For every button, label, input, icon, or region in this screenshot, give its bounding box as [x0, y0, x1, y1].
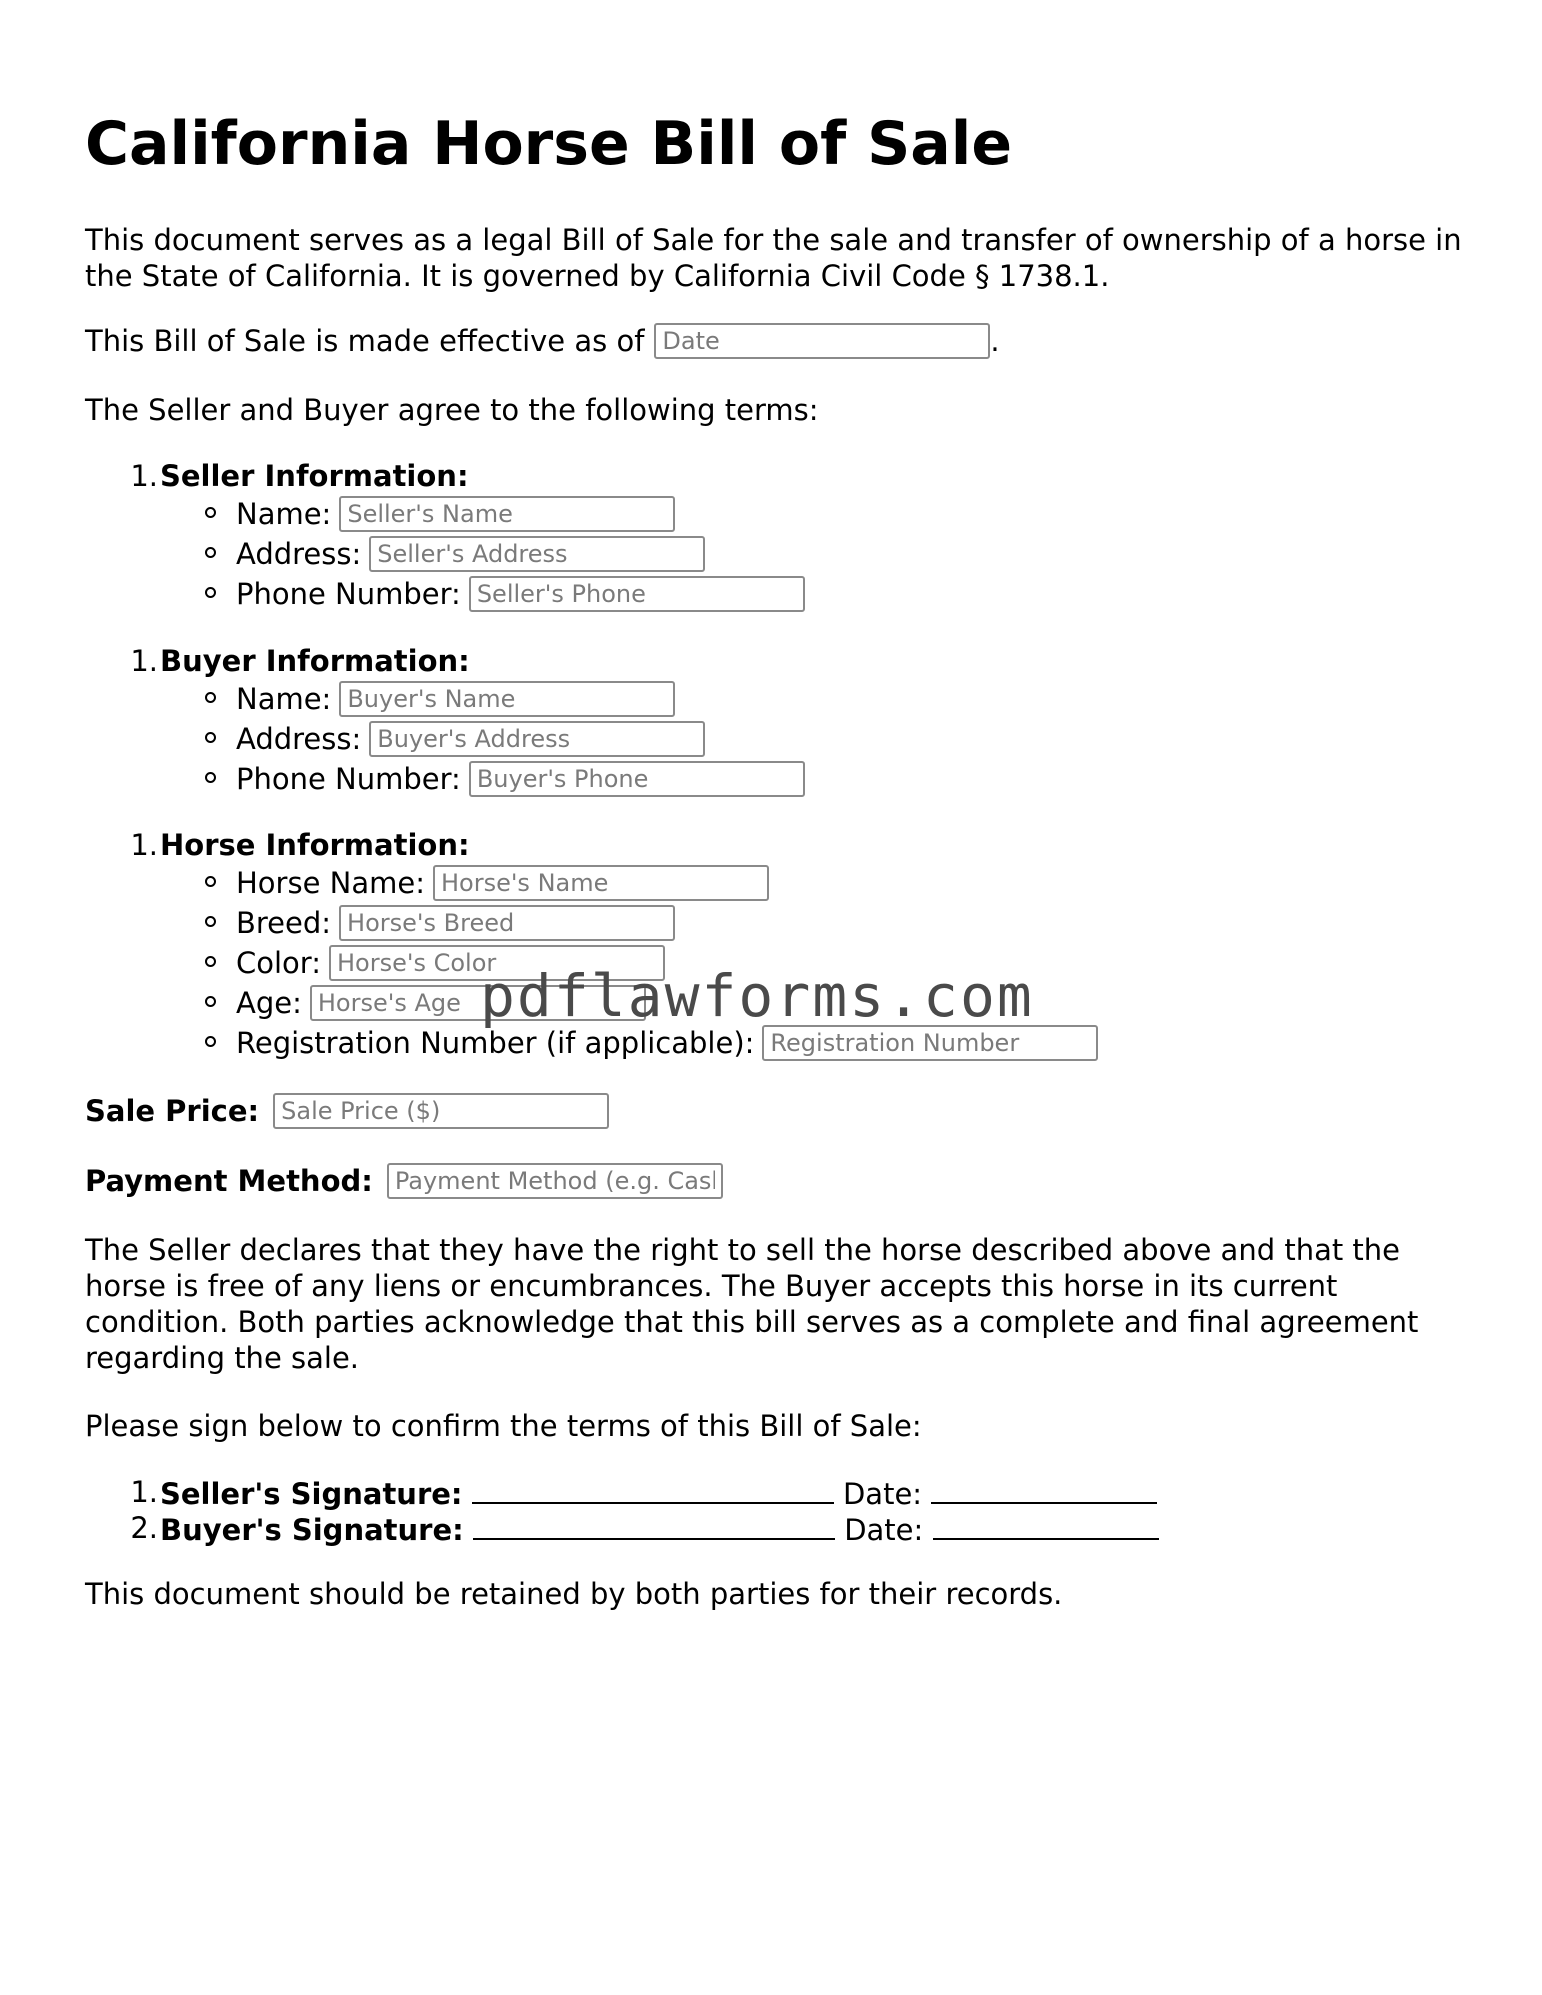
- buyer-heading: [130, 643, 470, 679]
- buyer-name-label: Name:: [236, 682, 332, 716]
- buyer-signature-label: Buyer's Signature:: [160, 1513, 464, 1547]
- buyer-address-item: [236, 719, 705, 759]
- bullet-icon: [205, 772, 216, 783]
- horse-registration-item: [236, 1023, 1098, 1063]
- seller-title: Seller Information:: [160, 459, 469, 493]
- seller-address-input[interactable]: [369, 536, 705, 572]
- buyer-title: Buyer Information:: [160, 644, 470, 678]
- agree-text: The Seller and Buyer agree to the following terms:: [85, 393, 819, 427]
- seller-name-input[interactable]: [339, 496, 675, 532]
- effective-date-input[interactable]: [654, 323, 990, 359]
- watermark: pdflawforms.com: [480, 962, 1034, 1030]
- seller-signature-line: [130, 1474, 1157, 1512]
- buyer-address-label: Address:: [236, 722, 362, 756]
- effective-date-suffix: .: [990, 324, 1000, 358]
- horse-age-label: Age:: [236, 986, 302, 1020]
- sale-price-label: Sale Price:: [85, 1094, 260, 1128]
- buyer-phone-item: [236, 759, 805, 799]
- horse-age-input[interactable]: [310, 985, 646, 1021]
- buyer-signature-line: [130, 1510, 1159, 1548]
- buyer-name-input[interactable]: [339, 681, 675, 717]
- bullet-icon: [205, 876, 216, 887]
- effective-date-line: [85, 323, 1000, 359]
- seller-address-label: Address:: [236, 537, 362, 571]
- sale-price-input[interactable]: [273, 1093, 609, 1129]
- declaration-paragraph: The Seller declares that they have the right to sell the horse described above and that the horse is free of any liens or encumbrances. The Buyer accepts this horse in its current condition. Both parties acknowledge that this bill serves as a complete and final agreement regarding the sale.: [85, 1233, 1419, 1375]
- horse-age-item: [236, 983, 646, 1023]
- effective-date-prefix: This Bill of Sale is made effective as of: [85, 324, 645, 358]
- bullet-icon: [205, 996, 216, 1007]
- buyer-phone-label: Phone Number:: [236, 762, 461, 796]
- horse-name-label: Horse Name:: [236, 866, 425, 900]
- buyer-phone-input[interactable]: [469, 761, 805, 797]
- seller-signature-blank[interactable]: [472, 1474, 834, 1504]
- horse-name-item: [236, 863, 769, 903]
- payment-method-input[interactable]: [387, 1163, 723, 1199]
- sale-price-line: [85, 1093, 609, 1129]
- horse-breed-input[interactable]: [339, 905, 675, 941]
- horse-registration-input[interactable]: [762, 1025, 1098, 1061]
- retain-note: This document should be retained by both parties for their records.: [85, 1577, 1063, 1611]
- seller-phone-item: [236, 574, 805, 614]
- horse-heading: [130, 827, 470, 863]
- buyer-number: 1.: [130, 644, 158, 678]
- seller-name-label: Name:: [236, 497, 332, 531]
- seller-number: 1.: [130, 459, 158, 493]
- horse-color-item: [236, 943, 665, 983]
- seller-name-item: [236, 494, 675, 534]
- horse-number: 1.: [130, 828, 158, 862]
- horse-breed-label: Breed:: [236, 906, 332, 940]
- seller-address-item: [236, 534, 705, 574]
- horse-title: Horse Information:: [160, 828, 470, 862]
- payment-method-line: [85, 1163, 723, 1199]
- bullet-icon: [205, 956, 216, 967]
- bullet-icon: [205, 1036, 216, 1047]
- seller-phone-input[interactable]: [469, 576, 805, 612]
- buyer-address-input[interactable]: [369, 721, 705, 757]
- bullet-icon: [205, 692, 216, 703]
- payment-method-label: Payment Method:: [85, 1164, 373, 1198]
- seller-signature-number: 1.: [130, 1475, 158, 1509]
- bullet-icon: [205, 507, 216, 518]
- buyer-signature-blank[interactable]: [473, 1510, 835, 1540]
- seller-signature-label: Seller's Signature:: [160, 1477, 463, 1511]
- seller-phone-label: Phone Number:: [236, 577, 461, 611]
- buyer-name-item: [236, 679, 675, 719]
- horse-breed-item: [236, 903, 675, 943]
- buyer-date-label: Date:: [844, 1513, 924, 1547]
- horse-name-input[interactable]: [433, 865, 769, 901]
- intro-paragraph: This document serves as a legal Bill of Sale for the sale and transfer of ownership of a horse in the State of California. It is governed by California Civil Code § 1738.1.: [85, 223, 1462, 293]
- buyer-signature-number: 2.: [130, 1511, 158, 1545]
- bullet-icon: [205, 587, 216, 598]
- bullet-icon: [205, 916, 216, 927]
- horse-color-label: Color:: [236, 946, 321, 980]
- horse-color-input[interactable]: [329, 945, 665, 981]
- buyer-date-blank[interactable]: [933, 1510, 1159, 1540]
- bullet-icon: [205, 732, 216, 743]
- seller-date-blank[interactable]: [931, 1474, 1157, 1504]
- horse-registration-label: Registration Number (if applicable):: [236, 1026, 755, 1060]
- page-title: California Horse Bill of Sale: [85, 109, 1013, 179]
- seller-date-label: Date:: [842, 1477, 923, 1511]
- seller-heading: [130, 458, 469, 494]
- sign-prompt: Please sign below to confirm the terms of this Bill of Sale:: [85, 1409, 922, 1443]
- bullet-icon: [205, 547, 216, 558]
